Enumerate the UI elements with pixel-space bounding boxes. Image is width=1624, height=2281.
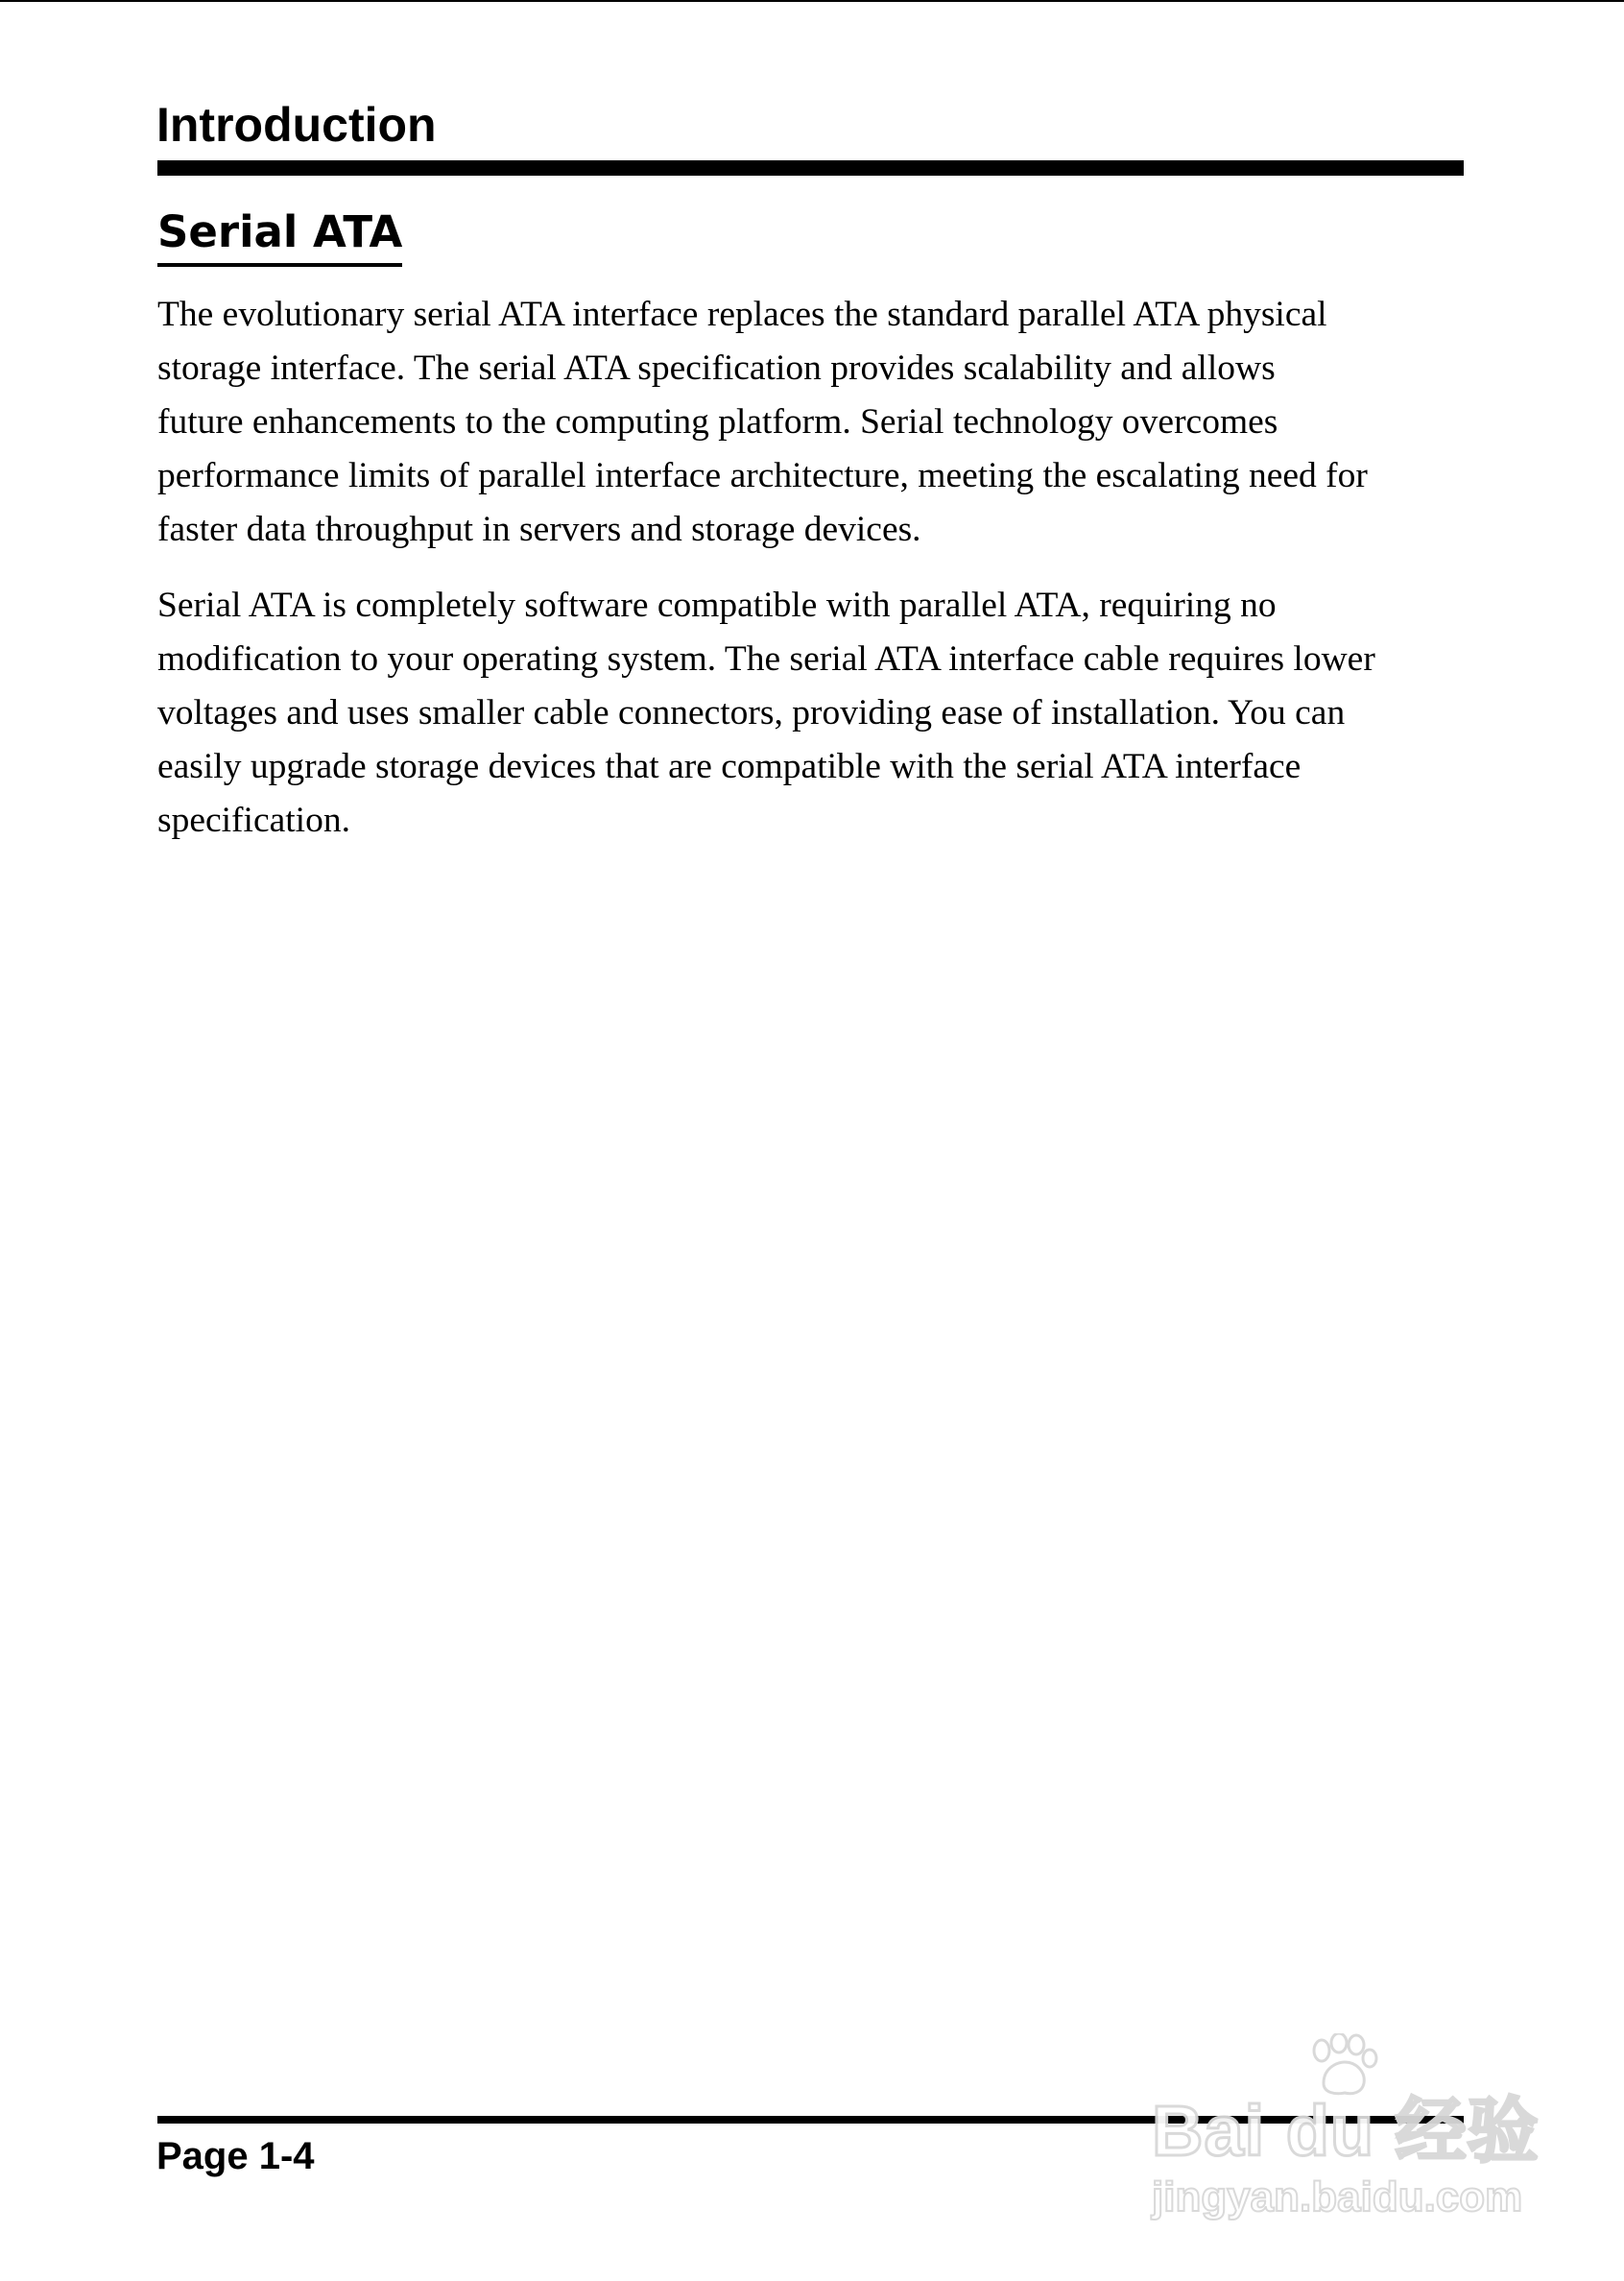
text-line: Serial ATA is completely software compatible with parallel ATA, requiring no <box>157 586 1277 625</box>
text-line: modification to your operating system. The serial ATA interface cable requires lower <box>157 639 1375 679</box>
watermark-logo-text: Bai du 经验 <box>1152 2091 1540 2171</box>
text-line: voltages and uses smaller cable connectors, providing ease of installation. You can <box>157 693 1346 732</box>
watermark-url-text: jingyan.baidu.com <box>1152 2173 1523 2221</box>
text-line: future enhancements to the computing platform. Serial technology overcomes <box>157 402 1278 442</box>
page-number: Page 1-4 <box>156 2135 315 2177</box>
text-line: faster data throughput in servers and storage devices. <box>157 510 921 549</box>
text-line: storage interface. The serial ATA specification provides scalability and allows <box>157 348 1276 388</box>
section-title: Serial ATA <box>157 205 402 267</box>
paragraph-serial-ata-overview <box>157 288 1482 557</box>
top-border-line <box>0 0 1624 2</box>
text-line: performance limits of parallel interface architecture, meeting the escalating need for <box>157 456 1368 495</box>
baidu-jingyan-watermark <box>1147 2033 1540 2225</box>
chapter-title: Introduction <box>156 98 437 152</box>
text-line: specification. <box>157 801 350 840</box>
paragraph-serial-ata-compatibility <box>157 579 1482 848</box>
chapter-heading-rule <box>157 160 1464 176</box>
text-line: The evolutionary serial ATA interface replaces the standard parallel ATA physical <box>157 295 1327 334</box>
text-line: easily upgrade storage devices that are compatible with the serial ATA interface <box>157 747 1302 786</box>
